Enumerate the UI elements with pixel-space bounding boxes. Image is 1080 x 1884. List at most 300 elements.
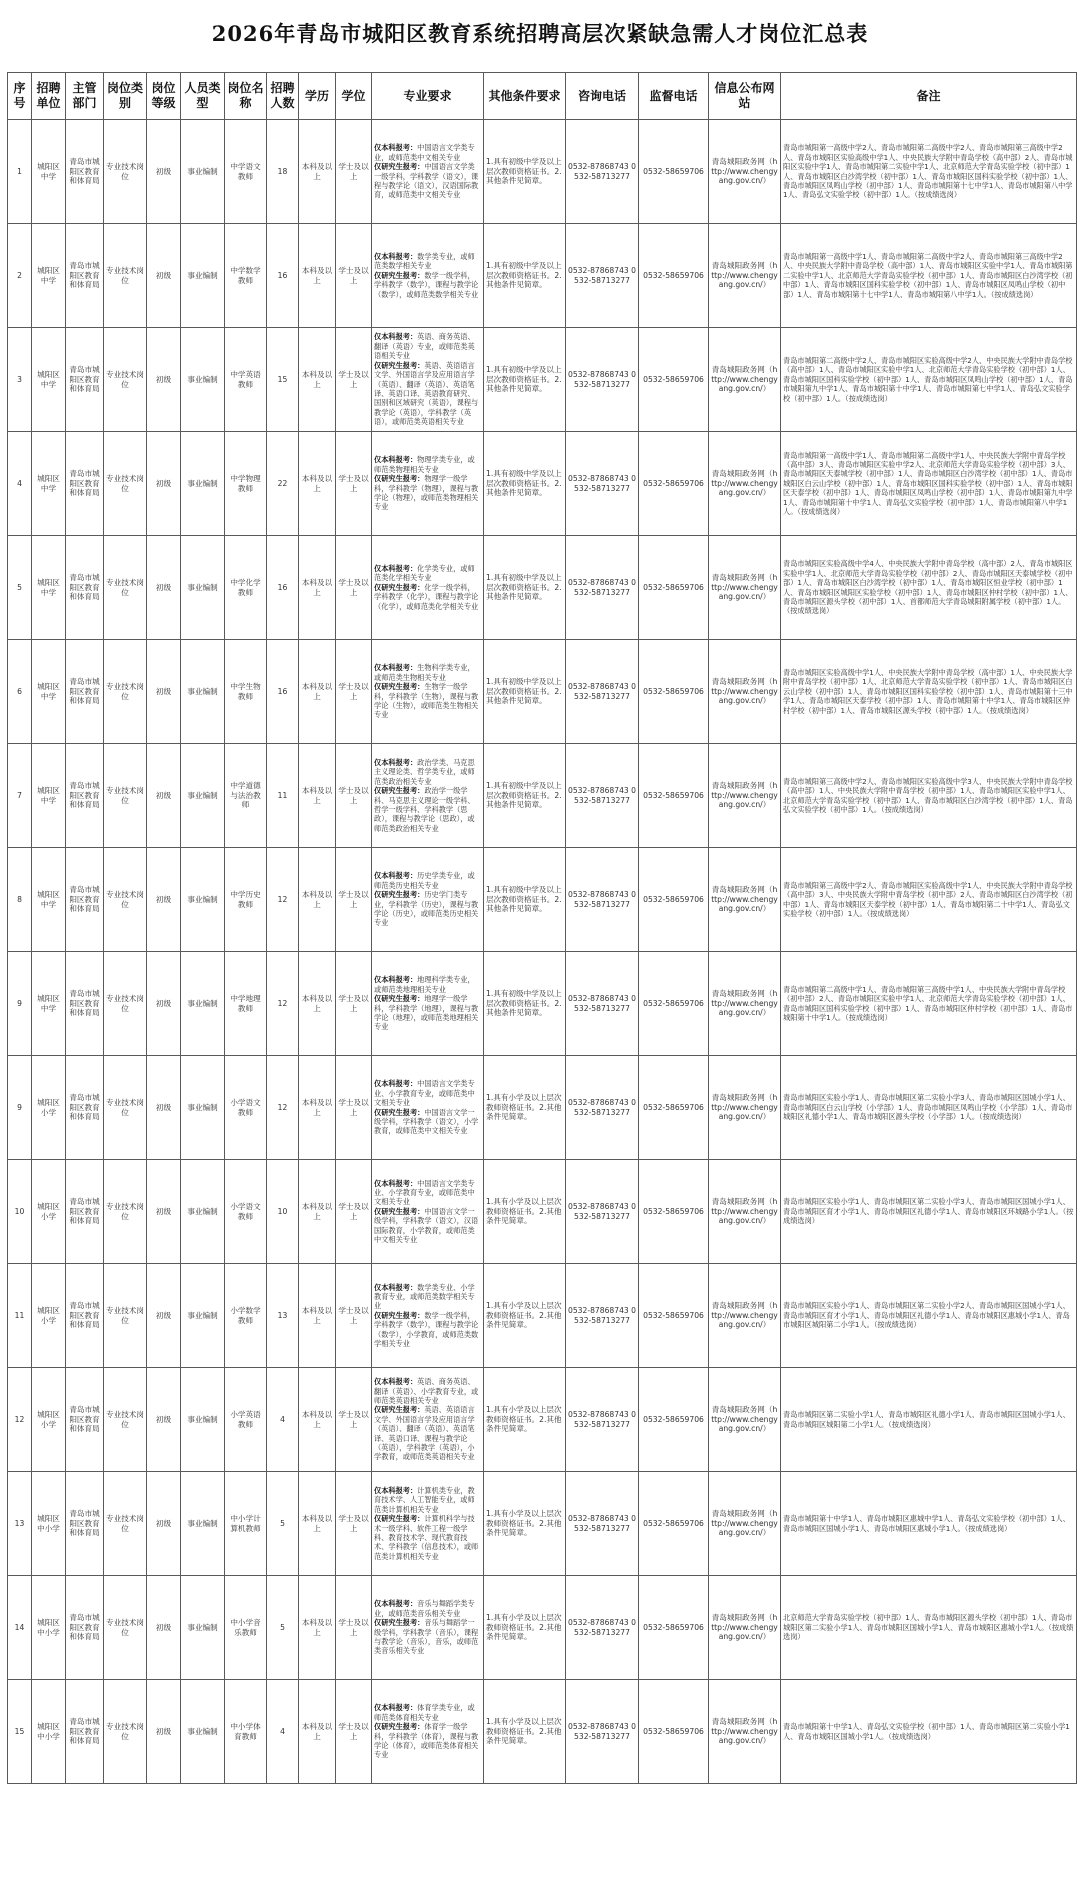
cell-post-name: 中小学计算机教师 (225, 1472, 267, 1576)
cell-no: 11 (8, 1264, 32, 1368)
req-postgrad-label: 仅研究生报考： (374, 682, 425, 692)
cell-headcount: 12 (267, 1056, 299, 1160)
cell-supervise-phone: 0532-58659706 (639, 120, 709, 224)
cell-degree: 学士及以上 (336, 1368, 372, 1472)
cell-website[interactable]: 青岛城阳政务网（http://www.chengyang.gov.cn/） (709, 120, 781, 224)
cell-level: 初级 (147, 1056, 181, 1160)
cell-website[interactable]: 青岛城阳政务网（http://www.chengyang.gov.cn/） (709, 1680, 781, 1784)
header-col-edu: 学历 (299, 73, 336, 120)
table-row (8, 848, 1077, 952)
req-postgrad-label: 仅研究生报考： (374, 1514, 425, 1524)
req-undergrad-label: 仅本科报考： (374, 1703, 418, 1713)
recruitment-table (7, 72, 1077, 1784)
cell-person-type: 事业编制 (181, 328, 225, 432)
cell-major-requirements (372, 952, 484, 1056)
cell-major-requirements (372, 224, 484, 328)
cell-education: 本科及以上 (299, 120, 336, 224)
cell-unit: 城阳区中学 (32, 640, 66, 744)
cell-major-requirements (372, 1576, 484, 1680)
cell-unit: 城阳区中学 (32, 848, 66, 952)
req-postgrad-label: 仅研究生报考： (374, 1405, 425, 1415)
cell-level: 初级 (147, 1472, 181, 1576)
cell-education: 本科及以上 (299, 1576, 336, 1680)
cell-post-name: 小学英语教师 (225, 1368, 267, 1472)
cell-other-conditions: 1.具有小学及以上层次教师资格证书。2.其他条件见简章。 (484, 1264, 566, 1368)
cell-consult-phone: 0532-87868743 0532-58713277 (566, 1160, 639, 1264)
cell-supervise-phone: 0532-58659706 (639, 1056, 709, 1160)
req-postgrad-text: 数学一级学科，学科教学（数学），课程与教学论（数学），小学教育，或师范类数学相关专业 (374, 1310, 479, 1349)
cell-supervise-phone: 0532-58659706 (639, 1160, 709, 1264)
req-undergrad (374, 564, 481, 583)
req-undergrad-label: 仅本科报考： (374, 332, 418, 342)
cell-dept: 青岛市城阳区教育和体育局 (66, 1472, 104, 1576)
cell-level: 初级 (147, 432, 181, 536)
table-header (8, 73, 1077, 120)
cell-level: 初级 (147, 1160, 181, 1264)
cell-unit: 城阳区中学 (32, 224, 66, 328)
table-row (8, 1472, 1077, 1576)
cell-education: 本科及以上 (299, 1056, 336, 1160)
cell-headcount: 15 (267, 328, 299, 432)
cell-no: 7 (8, 744, 32, 848)
req-postgrad-text: 英语、英语语言文学、外国语言学及应用语言学（英语）、翻译（英语）、英语笔译、英语口译、英语教育研究、国别和区域研究（英语），课程与教学论（英语），学科教学（英语），或师范类英语相关专业 (374, 360, 479, 427)
cell-level: 初级 (147, 120, 181, 224)
req-undergrad (374, 1179, 481, 1207)
header-col-sup: 监督电话 (639, 73, 709, 120)
req-undergrad-text: 英语、商务英语、翻译（英语）专业，或师范类英语相关专业 (374, 332, 475, 361)
cell-website[interactable]: 青岛城阳政务网（http://www.chengyang.gov.cn/） (709, 1264, 781, 1368)
cell-headcount: 10 (267, 1160, 299, 1264)
table-row (8, 120, 1077, 224)
req-undergrad-text: 中国语言文学类专业，或师范类中文相关专业 (374, 143, 475, 162)
req-undergrad (374, 758, 481, 786)
cell-other-conditions: 1.具有初级中学及以上层次教师资格证书。2.其他条件见简章。 (484, 640, 566, 744)
cell-other-conditions: 1.具有初级中学及以上层次教师资格证书。2.其他条件见简章。 (484, 952, 566, 1056)
cell-degree: 学士及以上 (336, 744, 372, 848)
cell-website[interactable]: 青岛城阳政务网（http://www.chengyang.gov.cn/） (709, 536, 781, 640)
cell-website[interactable]: 青岛城阳政务网（http://www.chengyang.gov.cn/） (709, 848, 781, 952)
cell-supervise-phone: 0532-58659706 (639, 1680, 709, 1784)
req-postgrad-label: 仅研究生报考： (374, 1618, 425, 1628)
cell-major-requirements (372, 640, 484, 744)
cell-website[interactable]: 青岛城阳政务网（http://www.chengyang.gov.cn/） (709, 1056, 781, 1160)
cell-website[interactable]: 青岛城阳政务网（http://www.chengyang.gov.cn/） (709, 1576, 781, 1680)
cell-person-type: 事业编制 (181, 536, 225, 640)
table-row (8, 744, 1077, 848)
req-postgrad (374, 474, 481, 512)
cell-other-conditions: 1.具有小学及以上层次教师资格证书。2.其他条件见简章。 (484, 1056, 566, 1160)
cell-education: 本科及以上 (299, 1368, 336, 1472)
cell-consult-phone: 0532-87868743 0532-58713277 (566, 1680, 639, 1784)
cell-supervise-phone: 0532-58659706 (639, 744, 709, 848)
cell-supervise-phone: 0532-58659706 (639, 1368, 709, 1472)
cell-notes: 青岛市城阳第一高级中学1人、青岛市城阳第二高级中学1人、中央民族大学附中青岛学校（高中部）3人、青岛市城阳区实验中学2人、北京师范大学青岛实验学校（初中部）3人、青岛市城阳区天泰城学校（初中部）1人、青岛市城阳区白沙湾学校（初中部）1人、青岛市城阳区白云山学校（初中部）1人、青岛市城阳区国科实验学校（初中部）1人、青岛市城阳区天泰学校（初中部）1人、青岛市城阳区凤鸣山学校（初中部）1人、青岛市城阳第九中学1人、青岛市城阳第十中学1人、青岛弘文实验学校（初中部）1人、青岛市城阳第八中学1人。（按成绩选岗） (781, 432, 1077, 536)
req-undergrad-text: 地理科学类专业，或师范类地理相关专业 (374, 975, 475, 994)
cell-notes: 青岛市城阳第二高级中学2人、青岛市城阳区实验高级中学2人、中央民族大学附中青岛学校（高中部）1人、青岛市城阳区实验中学1人、北京师范大学青岛实验学校（初中部）1人、青岛市城阳区国科实验学校（初中部）1人、青岛市城阳区凤鸣山学校（初中部）1人、青岛市城阳第九中学1人、青岛市城阳第十中学1人、青岛市城阳第七中学1人、青岛弘文实验学校（初中部）1人。（按成绩选岗） (781, 328, 1077, 432)
cell-person-type: 事业编制 (181, 1472, 225, 1576)
cell-headcount: 22 (267, 432, 299, 536)
cell-person-type: 事业编制 (181, 120, 225, 224)
header-col-other: 其他条件要求 (484, 73, 566, 120)
cell-degree: 学士及以上 (336, 432, 372, 536)
cell-consult-phone: 0532-87868743 0532-58713277 (566, 848, 639, 952)
cell-post-name: 小学语文教师 (225, 1056, 267, 1160)
req-undergrad-text: 政治学类、马克思主义理论类、哲学类专业，或师范类政治相关专业 (374, 757, 475, 786)
cell-person-type: 事业编制 (181, 1160, 225, 1264)
req-undergrad-label: 仅本科报考： (374, 1377, 418, 1387)
cell-other-conditions: 1.具有初级中学及以上层次教师资格证书。2.其他条件见简章。 (484, 120, 566, 224)
cell-post-name: 中学英语教师 (225, 328, 267, 432)
cell-category: 专业技术岗位 (104, 744, 147, 848)
cell-education: 本科及以上 (299, 224, 336, 328)
cell-level: 初级 (147, 744, 181, 848)
cell-no: 2 (8, 224, 32, 328)
cell-no: 6 (8, 640, 32, 744)
req-undergrad (374, 252, 481, 271)
cell-category: 专业技术岗位 (104, 1472, 147, 1576)
cell-level: 初级 (147, 536, 181, 640)
cell-post-name: 中学物理教师 (225, 432, 267, 536)
cell-category: 专业技术岗位 (104, 1264, 147, 1368)
cell-category: 专业技术岗位 (104, 432, 147, 536)
cell-unit: 城阳区中小学 (32, 1472, 66, 1576)
cell-education: 本科及以上 (299, 848, 336, 952)
req-postgrad-label: 仅研究生报考： (374, 474, 425, 484)
cell-post-name: 中小学体育教师 (225, 1680, 267, 1784)
cell-person-type: 事业编制 (181, 1680, 225, 1784)
cell-category: 专业技术岗位 (104, 1056, 147, 1160)
cell-headcount: 5 (267, 1576, 299, 1680)
header-col-no: 序号 (8, 73, 32, 120)
cell-unit: 城阳区小学 (32, 1160, 66, 1264)
cell-major-requirements (372, 120, 484, 224)
header-col-tel: 咨询电话 (566, 73, 639, 120)
table-row (8, 1160, 1077, 1264)
cell-education: 本科及以上 (299, 1264, 336, 1368)
cell-degree: 学士及以上 (336, 1264, 372, 1368)
req-undergrad-label: 仅本科报考： (374, 757, 418, 767)
req-postgrad-text: 中国语言文学类一级学科，学科教学（语文），课程与教学论（语文），汉语国际教育，或师范类中文相关专业 (374, 162, 479, 200)
cell-education: 本科及以上 (299, 1680, 336, 1784)
cell-notes: 青岛市城阳第三高级中学2人、青岛市城阳区实验高级中学1人、中央民族大学附中青岛学校（高中部）3人、中央民族大学附中青岛学校（初中部）2人、青岛市城阳区白沙湾学校（初中部）1人、青岛市城阳区天泰学校（初中部）1人、青岛市城阳第二十中学1人、青岛弘文实验学校（初中部）1人。（按成绩选岗） (781, 848, 1077, 952)
cell-degree: 学士及以上 (336, 328, 372, 432)
cell-no: 14 (8, 1576, 32, 1680)
cell-website[interactable]: 青岛城阳政务网（http://www.chengyang.gov.cn/） (709, 1368, 781, 1472)
cell-post-name: 中学生物教师 (225, 640, 267, 744)
page-title: 2026年青岛市城阳区教育系统招聘高层次紧缺急需人才岗位汇总表 (211, 21, 869, 46)
req-undergrad (374, 663, 481, 682)
cell-unit: 城阳区中学 (32, 536, 66, 640)
req-postgrad (374, 583, 481, 611)
header-col-web: 信息公布网站 (709, 73, 781, 120)
req-postgrad-label: 仅研究生报考： (374, 1310, 425, 1320)
cell-unit: 城阳区中学 (32, 432, 66, 536)
cell-degree: 学士及以上 (336, 1056, 372, 1160)
cell-person-type: 事业编制 (181, 1576, 225, 1680)
cell-notes: 青岛市城阳第十中学1人、青岛市城阳区惠城中学1人、青岛弘文实验学校（初中部）1人、青岛市城阳区国城小学1人、青岛市城阳区惠城小学1人。（按成绩选岗） (781, 1472, 1077, 1576)
cell-supervise-phone: 0532-58659706 (639, 1576, 709, 1680)
req-undergrad (374, 1703, 481, 1722)
cell-consult-phone: 0532-87868743 0532-58713277 (566, 1056, 639, 1160)
cell-headcount: 16 (267, 536, 299, 640)
cell-post-name: 中学化学教师 (225, 536, 267, 640)
cell-supervise-phone: 0532-58659706 (639, 536, 709, 640)
cell-headcount: 16 (267, 224, 299, 328)
cell-person-type: 事业编制 (181, 952, 225, 1056)
table-row (8, 1680, 1077, 1784)
cell-major-requirements (372, 432, 484, 536)
header-col-req: 专业要求 (372, 73, 484, 120)
cell-degree: 学士及以上 (336, 952, 372, 1056)
req-undergrad-label: 仅本科报考： (374, 1599, 418, 1609)
cell-unit: 城阳区中小学 (32, 1680, 66, 1784)
cell-dept: 青岛市城阳区教育和体育局 (66, 224, 104, 328)
cell-notes: 青岛市城阳区实验小学1人、青岛市城阳区第二实验小学2人、青岛市城阳区国城小学1人、青岛市城阳区育才小学1人、青岛市城阳区礼德小学1人、青岛市城阳区惠城小学1人、青岛市城阳区城阳第二小学1人。（按成绩选岗） (781, 1264, 1077, 1368)
cell-other-conditions: 1.具有初级中学及以上层次教师资格证书。2.其他条件见简章。 (484, 432, 566, 536)
header-col-post: 岗位名称 (225, 73, 267, 120)
req-postgrad (374, 271, 481, 299)
req-undergrad-label: 仅本科报考： (374, 143, 418, 153)
req-undergrad-label: 仅本科报考： (374, 1282, 418, 1292)
header-col-level: 岗位等级 (147, 73, 181, 120)
cell-degree: 学士及以上 (336, 1576, 372, 1680)
cell-no: 4 (8, 432, 32, 536)
req-undergrad-label: 仅本科报考： (374, 1079, 418, 1089)
cell-education: 本科及以上 (299, 1472, 336, 1576)
req-undergrad (374, 1079, 481, 1107)
req-postgrad-text: 音乐与舞蹈学一级学科，学科教学（音乐），课程与教学论（音乐），音乐，或师范类音乐相关专业 (374, 1618, 479, 1656)
cell-other-conditions: 1.具有初级中学及以上层次教师资格证书。2.其他条件见简章。 (484, 224, 566, 328)
cell-dept: 青岛市城阳区教育和体育局 (66, 952, 104, 1056)
req-undergrad-text: 数学类专业、小学教育专业，或师范类数学相关专业 (374, 1282, 475, 1311)
cell-other-conditions: 1.具有小学及以上层次教师资格证书。2.其他条件见简章。 (484, 1160, 566, 1264)
cell-person-type: 事业编制 (181, 224, 225, 328)
cell-other-conditions: 1.具有初级中学及以上层次教师资格证书。2.其他条件见简章。 (484, 328, 566, 432)
cell-headcount: 4 (267, 1368, 299, 1472)
cell-post-name: 中小学音乐教师 (225, 1576, 267, 1680)
cell-category: 专业技术岗位 (104, 224, 147, 328)
cell-dept: 青岛市城阳区教育和体育局 (66, 744, 104, 848)
cell-major-requirements (372, 1472, 484, 1576)
cell-post-name: 中学历史教师 (225, 848, 267, 952)
req-postgrad-text: 化学一级学科，学科教学（化学），课程与教学论（化学），或师范类化学相关专业 (374, 582, 479, 611)
cell-unit: 城阳区中学 (32, 744, 66, 848)
cell-major-requirements (372, 1160, 484, 1264)
cell-level: 初级 (147, 1368, 181, 1472)
req-postgrad (374, 682, 481, 720)
cell-notes: 青岛市城阳第一高级中学2人、青岛市城阳第二高级中学2人、青岛市城阳第三高级中学2人、青岛市城阳区实验高级中学1人、中央民族大学附中青岛学校（高中部）2人、青岛市城阳区实验中学1人、青岛市城阳第二实验中学1人、北京师范大学青岛实验学校（初中部）1人、青岛市城阳区白沙湾学校（初中部）1人、青岛市城阳区国科实验学校（初中部）1人、青岛市城阳区凤鸣山学校（初中部）1人、青岛市城阳第十七中学1人、青岛市城阳第八中学1人、青岛弘文实验学校（初中部）1人。（按成绩选岗） (781, 120, 1077, 224)
req-postgrad-text: 英语、英语语言文学、外国语言学及应用语言学（英语）、翻译（英语）、英语笔译、英语口译、课程与教学论（英语），学科教学（英语），小学教育，或师范类英语相关专业 (374, 1405, 475, 1462)
cell-website[interactable]: 青岛城阳政务网（http://www.chengyang.gov.cn/） (709, 328, 781, 432)
cell-consult-phone: 0532-87868743 0532-58713277 (566, 120, 639, 224)
cell-education: 本科及以上 (299, 328, 336, 432)
cell-headcount: 16 (267, 640, 299, 744)
cell-major-requirements (372, 536, 484, 640)
cell-dept: 青岛市城阳区教育和体育局 (66, 1160, 104, 1264)
req-undergrad (374, 1599, 481, 1618)
header-col-ptype: 人员类型 (181, 73, 225, 120)
req-postgrad (374, 1108, 481, 1136)
cell-dept: 青岛市城阳区教育和体育局 (66, 640, 104, 744)
cell-consult-phone: 0532-87868743 0532-58713277 (566, 1472, 639, 1576)
req-postgrad-label: 仅研究生报考： (374, 360, 425, 370)
cell-degree: 学士及以上 (336, 224, 372, 328)
cell-unit: 城阳区中学 (32, 120, 66, 224)
cell-website[interactable]: 青岛城阳政务网（http://www.chengyang.gov.cn/） (709, 224, 781, 328)
cell-supervise-phone: 0532-58659706 (639, 1472, 709, 1576)
cell-dept: 青岛市城阳区教育和体育局 (66, 536, 104, 640)
cell-headcount: 13 (267, 1264, 299, 1368)
cell-post-name: 小学数学教师 (225, 1264, 267, 1368)
cell-dept: 青岛市城阳区教育和体育局 (66, 1264, 104, 1368)
cell-notes: 青岛市城阳第二高级中学1人、青岛市城阳第三高级中学1人、中央民族大学附中青岛学校（初中部）2人、青岛市城阳区实验中学1人、北京师范大学青岛实验学校（初中部）1人、青岛市城阳区国科实验学校（初中部）1人、青岛市城阳区仲村学校（初中部）1人、青岛市城阳第十中学1人。（按成绩选岗） (781, 952, 1077, 1056)
req-postgrad (374, 1514, 481, 1561)
cell-level: 初级 (147, 224, 181, 328)
cell-notes: 青岛市城阳第一高级中学1人、青岛市城阳第二高级中学2人、青岛市城阳第三高级中学2人、中央民族大学附中青岛学校（高中部）1人、青岛市城阳区实验中学1人、青岛市城阳第二实验中学1人、北京师范大学青岛实验学校（初中部）1人、青岛市城阳区白沙湾学校（初中部）1人、青岛市城阳区国科实验学校（初中部）1人、青岛市城阳区凤鸣山学校（初中部）1人、青岛市城阳第十七中学1人、青岛市城阳第八中学1人。（按成绩选岗） (781, 224, 1077, 328)
cell-unit: 城阳区中小学 (32, 1576, 66, 1680)
cell-no: 8 (8, 848, 32, 952)
cell-headcount: 18 (267, 120, 299, 224)
cell-person-type: 事业编制 (181, 432, 225, 536)
req-postgrad (374, 162, 481, 200)
cell-website[interactable]: 青岛城阳政务网（http://www.chengyang.gov.cn/） (709, 432, 781, 536)
cell-website[interactable]: 青岛城阳政务网（http://www.chengyang.gov.cn/） (709, 1472, 781, 1576)
cell-unit: 城阳区中学 (32, 328, 66, 432)
req-undergrad-text: 物理学类专业，或师范类物理相关专业 (374, 455, 475, 474)
cell-website[interactable]: 青岛城阳政务网（http://www.chengyang.gov.cn/） (709, 1160, 781, 1264)
table-row (8, 1264, 1077, 1368)
cell-level: 初级 (147, 1576, 181, 1680)
cell-person-type: 事业编制 (181, 848, 225, 952)
cell-consult-phone: 0532-87868743 0532-58713277 (566, 224, 639, 328)
req-postgrad-text: 计算机科学与技术一级学科、软件工程一级学科、教育技术学、现代教育技术、学科教学（信息技术），或师范类计算机相关专业 (374, 1514, 479, 1561)
cell-consult-phone: 0532-87868743 0532-58713277 (566, 536, 639, 640)
cell-education: 本科及以上 (299, 744, 336, 848)
req-undergrad-text: 体育学类专业，或师范类体育相关专业 (374, 1703, 475, 1722)
cell-degree: 学士及以上 (336, 1160, 372, 1264)
cell-consult-phone: 0532-87868743 0532-58713277 (566, 640, 639, 744)
cell-no: 13 (8, 1472, 32, 1576)
cell-no: 1 (8, 120, 32, 224)
cell-major-requirements (372, 1680, 484, 1784)
req-postgrad-text: 地理学一级学科，学科教学（地理），课程与教学论（地理），或师范类地理相关专业 (374, 994, 479, 1032)
cell-no: 10 (8, 1160, 32, 1264)
cell-consult-phone: 0532-87868743 0532-58713277 (566, 1264, 639, 1368)
cell-major-requirements (372, 1368, 484, 1472)
req-undergrad-text: 生物科学类专业，或师范类生物相关专业 (374, 663, 475, 682)
req-undergrad-label: 仅本科报考： (374, 975, 418, 985)
cell-major-requirements (372, 1264, 484, 1368)
req-postgrad (374, 1722, 481, 1760)
cell-notes: 青岛市城阳第三高级中学2人、青岛市城阳区实验高级中学3人、中央民族大学附中青岛学校（高中部）1人、中央民族大学附中青岛学校（初中部）1人、青岛市城阳区实验中学1人、北京师范大学青岛实验学校（初中部）1人、青岛市城阳区白沙湾学校（初中部）1人、青岛弘文实验学校（初中部）1人。（按成绩选岗） (781, 744, 1077, 848)
cell-consult-phone: 0532-87868743 0532-58713277 (566, 1368, 639, 1472)
cell-post-name: 中学语文教师 (225, 120, 267, 224)
req-undergrad (374, 1486, 481, 1514)
req-postgrad-label: 仅研究生报考： (374, 890, 425, 900)
cell-unit: 城阳区中学 (32, 952, 66, 1056)
req-postgrad-label: 仅研究生报考： (374, 1107, 425, 1117)
cell-category: 专业技术岗位 (104, 640, 147, 744)
table-row (8, 432, 1077, 536)
cell-notes: 青岛市城阳区实验高级中学4人、中央民族大学附中青岛学校（高中部）2人、青岛市城阳区实验中学1人、北京师范大学青岛实验学校（初中部）2人、青岛市城阳区天泰城学校（初中部）1人、青岛市城阳区白沙湾学校（初中部）1人、青岛市城阳区恒业学校（初中部）1人、青岛市城阳区城阳区实验学校（初中部）1人、青岛市城阳区仲村学校（初中部）1人、青岛市城阳区源头学校（初中部）1人、首都师范大学青岛城阳附属学校（初中部）1人。（按成绩选岗） (781, 536, 1077, 640)
cell-website[interactable]: 青岛城阳政务网（http://www.chengyang.gov.cn/） (709, 744, 781, 848)
cell-notes: 青岛市城阳区实验小学1人、青岛市城阳区第二实验小学3人、青岛市城阳区国城小学1人、青岛市城阳区白云山学校（小学部）1人、青岛市城阳区凤鸣山学校（小学部）1人、青岛市城阳区礼德小学1人、青岛市城阳区源头学校（小学部）1人。（按成绩选岗） (781, 1056, 1077, 1160)
req-postgrad-text: 生物学一级学科，学科教学（生物），课程与教学论（生物），或师范类生物相关专业 (374, 682, 479, 720)
cell-level: 初级 (147, 328, 181, 432)
cell-degree: 学士及以上 (336, 536, 372, 640)
cell-other-conditions: 1.具有小学及以上层次教师资格证书。2.其他条件见简章。 (484, 1472, 566, 1576)
cell-other-conditions: 1.具有小学及以上层次教师资格证书。2.其他条件见简章。 (484, 1576, 566, 1680)
req-undergrad-label: 仅本科报考： (374, 1485, 418, 1495)
req-postgrad-text: 政治学一级学科、马克思主义理论一级学科、哲学一级学科、学科教学（思政），课程与教学论（思政），或师范类政治相关专业 (374, 786, 475, 833)
cell-headcount: 11 (267, 744, 299, 848)
req-undergrad-text: 历史学类专业，或师范类历史相关专业 (374, 871, 475, 890)
cell-supervise-phone: 0532-58659706 (639, 1264, 709, 1368)
cell-notes: 青岛市城阳区实验小学1人、青岛市城阳区第二实验小学3人、青岛市城阳区国城小学1人、青岛市城阳区育才小学1人、青岛市城阳区礼德小学1人、青岛市城阳区环城路小学1人。（按成绩选岗） (781, 1160, 1077, 1264)
cell-major-requirements (372, 328, 484, 432)
header-col-unit: 招聘单位 (32, 73, 66, 120)
cell-category: 专业技术岗位 (104, 1680, 147, 1784)
cell-person-type: 事业编制 (181, 640, 225, 744)
cell-level: 初级 (147, 640, 181, 744)
req-postgrad-text: 中国语言文学一级学科，学科教学（语文），汉语国际教育，小学教育，或师范类中文相关专业 (374, 1206, 479, 1245)
cell-level: 初级 (147, 952, 181, 1056)
cell-headcount: 12 (267, 952, 299, 1056)
req-postgrad-label: 仅研究生报考： (374, 1722, 425, 1732)
req-undergrad (374, 1283, 481, 1311)
cell-category: 专业技术岗位 (104, 952, 147, 1056)
cell-person-type: 事业编制 (181, 1368, 225, 1472)
cell-consult-phone: 0532-87868743 0532-58713277 (566, 328, 639, 432)
req-undergrad-label: 仅本科报考： (374, 251, 418, 261)
req-undergrad-label: 仅本科报考： (374, 455, 418, 465)
table-row (8, 1368, 1077, 1472)
cell-education: 本科及以上 (299, 640, 336, 744)
cell-dept: 青岛市城阳区教育和体育局 (66, 1368, 104, 1472)
cell-notes: 青岛市城阳区第二实验小学1人、青岛市城阳区礼德小学1人、青岛市城阳区国城小学1人、青岛市城阳区城阳第二小学1人。（按成绩选岗） (781, 1368, 1077, 1472)
req-postgrad-text: 体育学一级学科，学科教学（体育），课程与教学论（体育），或师范类体育相关专业 (374, 1722, 479, 1760)
cell-supervise-phone: 0532-58659706 (639, 432, 709, 536)
cell-category: 专业技术岗位 (104, 1160, 147, 1264)
req-postgrad-label: 仅研究生报考： (374, 786, 425, 796)
cell-degree: 学士及以上 (336, 848, 372, 952)
req-undergrad (374, 871, 481, 890)
cell-consult-phone: 0532-87868743 0532-58713277 (566, 744, 639, 848)
req-postgrad-label: 仅研究生报考： (374, 582, 425, 592)
cell-person-type: 事业编制 (181, 1056, 225, 1160)
header-col-note: 备注 (781, 73, 1077, 120)
cell-headcount: 12 (267, 848, 299, 952)
table-row (8, 952, 1077, 1056)
cell-person-type: 事业编制 (181, 1264, 225, 1368)
cell-website[interactable]: 青岛城阳政务网（http://www.chengyang.gov.cn/） (709, 952, 781, 1056)
cell-major-requirements (372, 848, 484, 952)
req-undergrad (374, 1377, 481, 1405)
req-undergrad-label: 仅本科报考： (374, 871, 418, 881)
req-postgrad (374, 786, 481, 833)
cell-supervise-phone: 0532-58659706 (639, 640, 709, 744)
cell-post-name: 中学道德与法治教师 (225, 744, 267, 848)
req-undergrad-text: 化学类专业，或师范类化学相关专业 (374, 563, 475, 583)
cell-no: 5 (8, 536, 32, 640)
cell-website[interactable]: 青岛城阳政务网（http://www.chengyang.gov.cn/） (709, 640, 781, 744)
cell-supervise-phone: 0532-58659706 (639, 848, 709, 952)
cell-no: 15 (8, 1680, 32, 1784)
cell-level: 初级 (147, 848, 181, 952)
cell-education: 本科及以上 (299, 536, 336, 640)
cell-category: 专业技术岗位 (104, 848, 147, 952)
req-undergrad (374, 332, 481, 360)
